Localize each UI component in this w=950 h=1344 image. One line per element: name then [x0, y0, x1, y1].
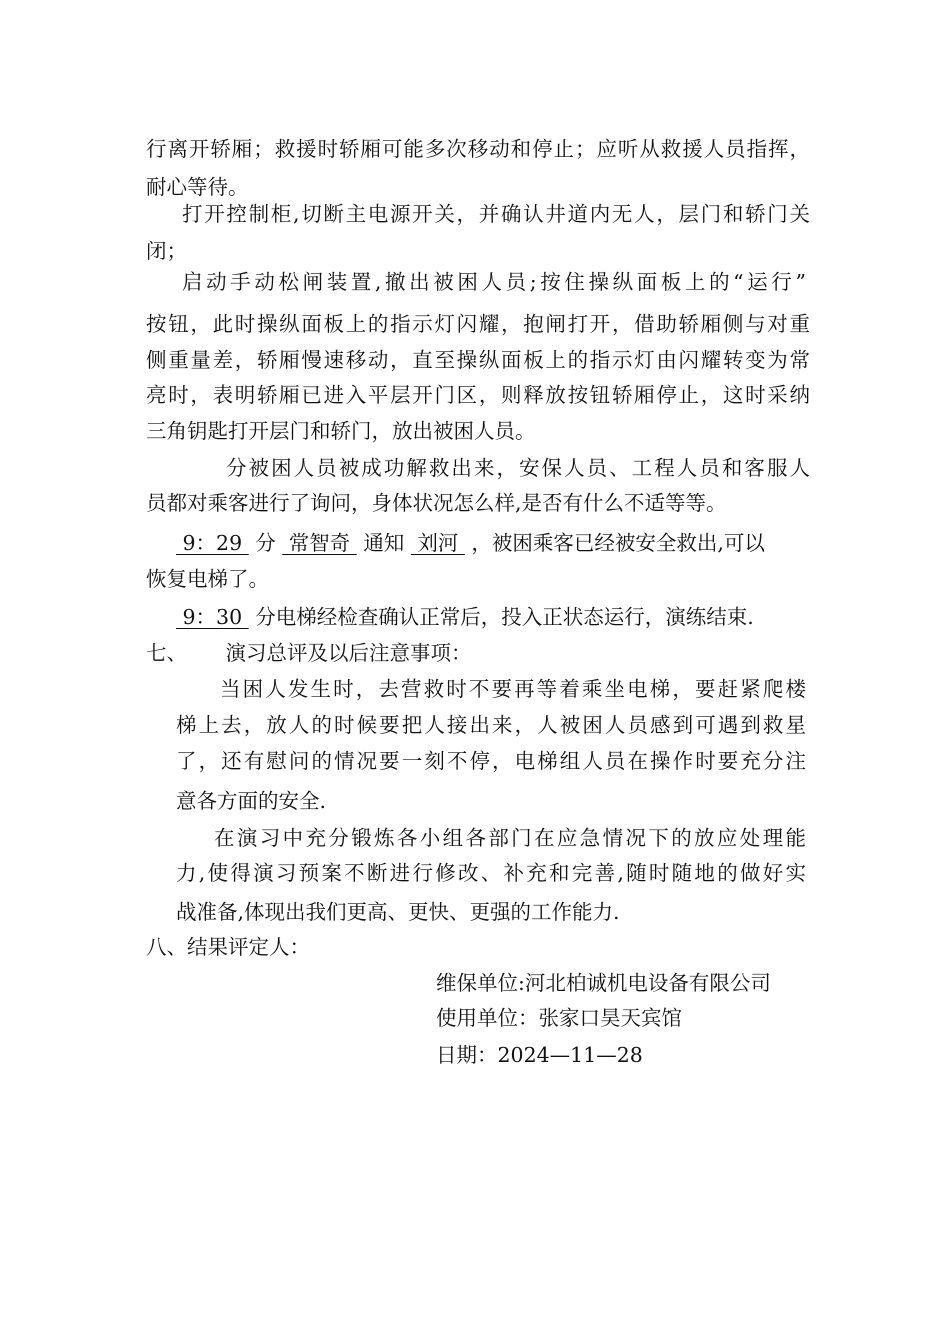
end-time: 9：30: [176, 605, 249, 629]
paragraph-line: 亮时，表明轿厢已进入平层开门区，则释放按钮轿厢停止，这时采纳: [146, 383, 810, 407]
end-line: [176, 600, 816, 634]
paragraph-line: 恢复电梯了。: [146, 567, 269, 591]
paragraph-line: 力,使得演习预案不断进行修改、补充和完善,随时随地的做好实: [176, 861, 806, 885]
notify-text: ，被困乘客已经被安全救出,可以: [471, 531, 765, 555]
notify-text: 通知: [363, 531, 405, 555]
date: 日期：2024—11—28: [436, 1043, 643, 1067]
user-unit: 使用单位：张家口昊天宾馆: [436, 1006, 682, 1030]
section-title: 演习总评及以后注意事项：: [225, 641, 472, 665]
paragraph-line: 了，还有慰问的情况要一刻不停，电梯组人员在操作时要充分注: [176, 749, 806, 773]
end-text: 分电梯经检查确认正常后，投入正状态运行，演练结束.: [255, 605, 754, 629]
notify-line: [176, 526, 816, 560]
paragraph-line: 当困人发生时，去营救时不要再等着乘坐电梯，要赶紧爬楼: [220, 677, 806, 701]
paragraph-line: 侧重量差，轿厢慢速移动，直至操纵面板上的指示灯由闪耀转变为常: [146, 348, 810, 372]
paragraph-line: 在演习中充分锻炼各小组各部门在应急情况下的放应处理能: [214, 826, 806, 850]
paragraph-line: 意各方面的安全.: [176, 789, 327, 813]
paragraph-line: 按钮，此时操纵面板上的指示灯闪耀，抱闸打开，借助轿厢侧与对重: [146, 312, 810, 336]
paragraph-line: 战准备,体现出我们更高、更快、更强的工作能力.: [176, 900, 620, 924]
paragraph-line: 分被困人员被成功解救出来，安保人员、工程人员和客服人: [226, 456, 810, 480]
paragraph-line: 员都对乘客进行了询问，身体状况怎么样,是否有什么不适等等。: [146, 491, 727, 515]
notify-time: 9：29: [176, 531, 249, 555]
paragraph-line: 启动手动松闸装置,撤出被困人员;按住操纵面板上的“运行”: [182, 270, 806, 294]
section-heading: [146, 636, 810, 670]
paragraph-line: 耐心等待。: [146, 175, 249, 199]
section-heading: 八、结果评定人：: [146, 935, 310, 959]
notify-person: 刘河: [410, 531, 465, 555]
paragraph-line: 三角钥匙打开层门和轿门，放出被困人员。: [146, 419, 536, 443]
notify-text: 分: [255, 531, 276, 555]
paragraph-line: 打开控制柜,切断主电源开关，并确认井道内无人，层门和轿门关: [182, 202, 810, 226]
maintenance-unit: 维保单位:河北柏诚机电设备有限公司: [436, 971, 771, 995]
paragraph-line: 闭；: [146, 239, 187, 263]
notify-person: 常智奇: [282, 531, 357, 555]
paragraph-line: 行离开轿厢；救援时轿厢可能多次移动和停止；应听从救援人员指挥，: [146, 137, 810, 161]
paragraph-line: 梯上去，放人的时候要把人接出来，人被困人员感到可遇到救星: [176, 713, 806, 737]
section-number: 七、: [146, 641, 187, 665]
